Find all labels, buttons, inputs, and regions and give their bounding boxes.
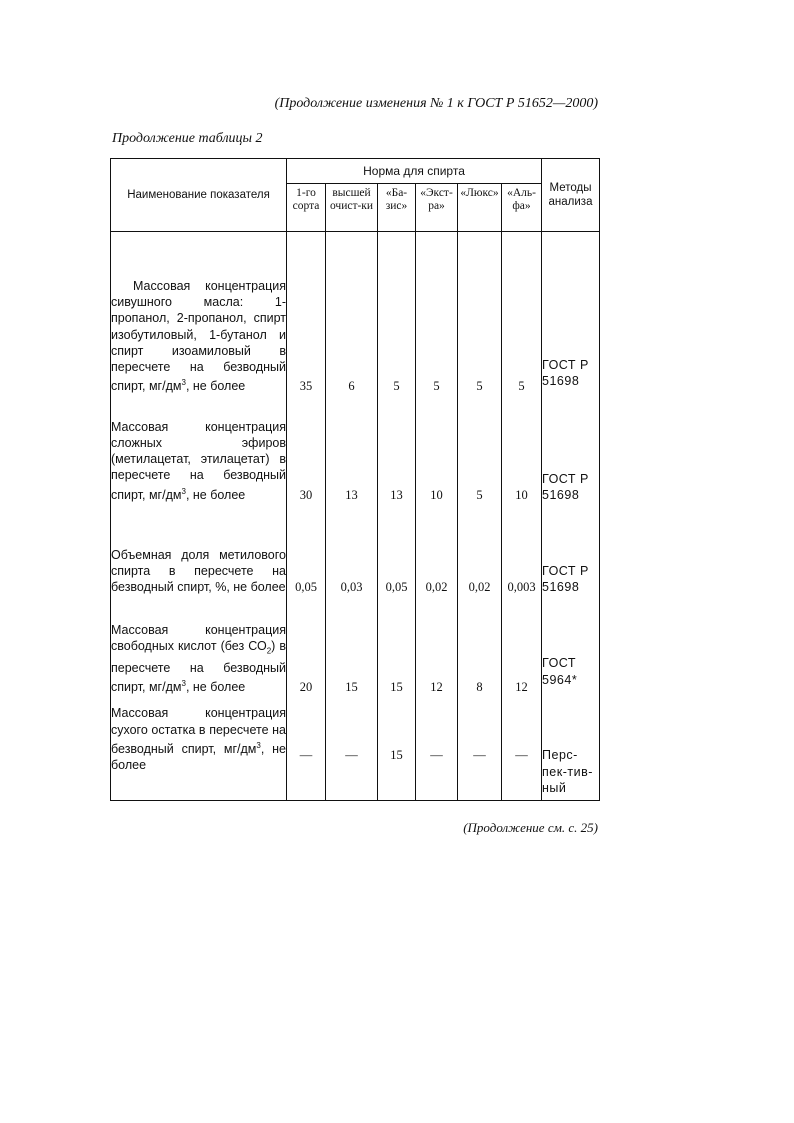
table-row: [111, 232, 600, 395]
cell-value: 0,02: [458, 503, 502, 595]
cell-value: 15: [378, 695, 416, 800]
column-header-bazis: «Ба-зис»: [378, 184, 416, 232]
cell-value: 0,003: [502, 503, 542, 595]
cell-method: ГОСТ 5964*: [542, 595, 600, 695]
row-name: Объемная доля метилового спирта в пересчете на безводный спирт, %, не более: [111, 503, 287, 595]
cell-value: 5: [416, 232, 458, 395]
cell-value: 8: [458, 595, 502, 695]
table-row: [111, 595, 600, 695]
cell-value: 30: [287, 395, 326, 503]
row-name: Массовая концентрация сивушного масла: 1-пропанол, 2-пропанол, спирт изобутиловый, 1-бутанол и спирт изоамиловый в пересчете на безводный спирт, $мг/дм^3$, не более: [111, 232, 287, 395]
column-header-extra: «Экст-ра»: [416, 184, 458, 232]
cell-value: 0,05: [378, 503, 416, 595]
cell-value: 0,02: [416, 503, 458, 595]
row-name: Массовая концентрация сложных эфиров (метилацетат, этилацетат) в пересчете на безводный спирт, $мг/дм^3$, не более: [111, 395, 287, 503]
table-row: [111, 695, 600, 800]
cell-method: ГОСТ Р 51698: [542, 503, 600, 595]
column-header-name: Наименование показателя: [111, 159, 287, 232]
cell-value: 13: [326, 395, 378, 503]
cell-value: 13: [378, 395, 416, 503]
cell-value: 5: [378, 232, 416, 395]
cell-value: —: [458, 695, 502, 800]
cell-value: 15: [326, 595, 378, 695]
cell-method: ГОСТ Р 51698: [542, 232, 600, 395]
page-header: (Продолжение изменения № 1 к ГОСТ Р 51652—2000): [274, 96, 598, 111]
table-caption: Продолжение таблицы 2: [112, 131, 263, 146]
row-name: Массовая концентрация сухого остатка в пересчете на безводный спирт, $мг/дм^3$, не более: [111, 695, 287, 800]
cell-value: 5: [502, 232, 542, 395]
cell-value: 0,05: [287, 503, 326, 595]
cell-value: 6: [326, 232, 378, 395]
cell-value: —: [502, 695, 542, 800]
norms-table: [110, 158, 600, 801]
cell-value: 10: [502, 395, 542, 503]
cell-value: —: [326, 695, 378, 800]
cell-value: —: [416, 695, 458, 800]
cell-value: 20: [287, 595, 326, 695]
column-header-method: Методы анализа: [542, 159, 600, 232]
cell-method: Перс-пек-тив-ный: [542, 695, 600, 800]
cell-value: —: [287, 695, 326, 800]
column-group-header: Норма для спирта: [287, 159, 542, 184]
column-header-grade-high: высшей очист-ки: [326, 184, 378, 232]
cell-value: 12: [502, 595, 542, 695]
cell-value: 12: [416, 595, 458, 695]
cell-value: 0,03: [326, 503, 378, 595]
cell-value: 5: [458, 232, 502, 395]
page-footer: (Продолжение см. с. 25): [463, 820, 598, 835]
cell-method: ГОСТ Р 51698: [542, 395, 600, 503]
column-header-lux: «Люкс»: [458, 184, 502, 232]
column-header-alfa: «Аль-фа»: [502, 184, 542, 232]
cell-value: 10: [416, 395, 458, 503]
cell-value: 15: [378, 595, 416, 695]
table-row: [111, 395, 600, 503]
cell-value: 35: [287, 232, 326, 395]
table-row: [111, 503, 600, 595]
cell-value: 5: [458, 395, 502, 503]
column-header-grade-1: 1-го сорта: [287, 184, 326, 232]
row-name: Массовая концентрация свободных кислот (без $СО_2$) в пересчете на безводный спирт, $мг/дм^3$, не более: [111, 595, 287, 695]
